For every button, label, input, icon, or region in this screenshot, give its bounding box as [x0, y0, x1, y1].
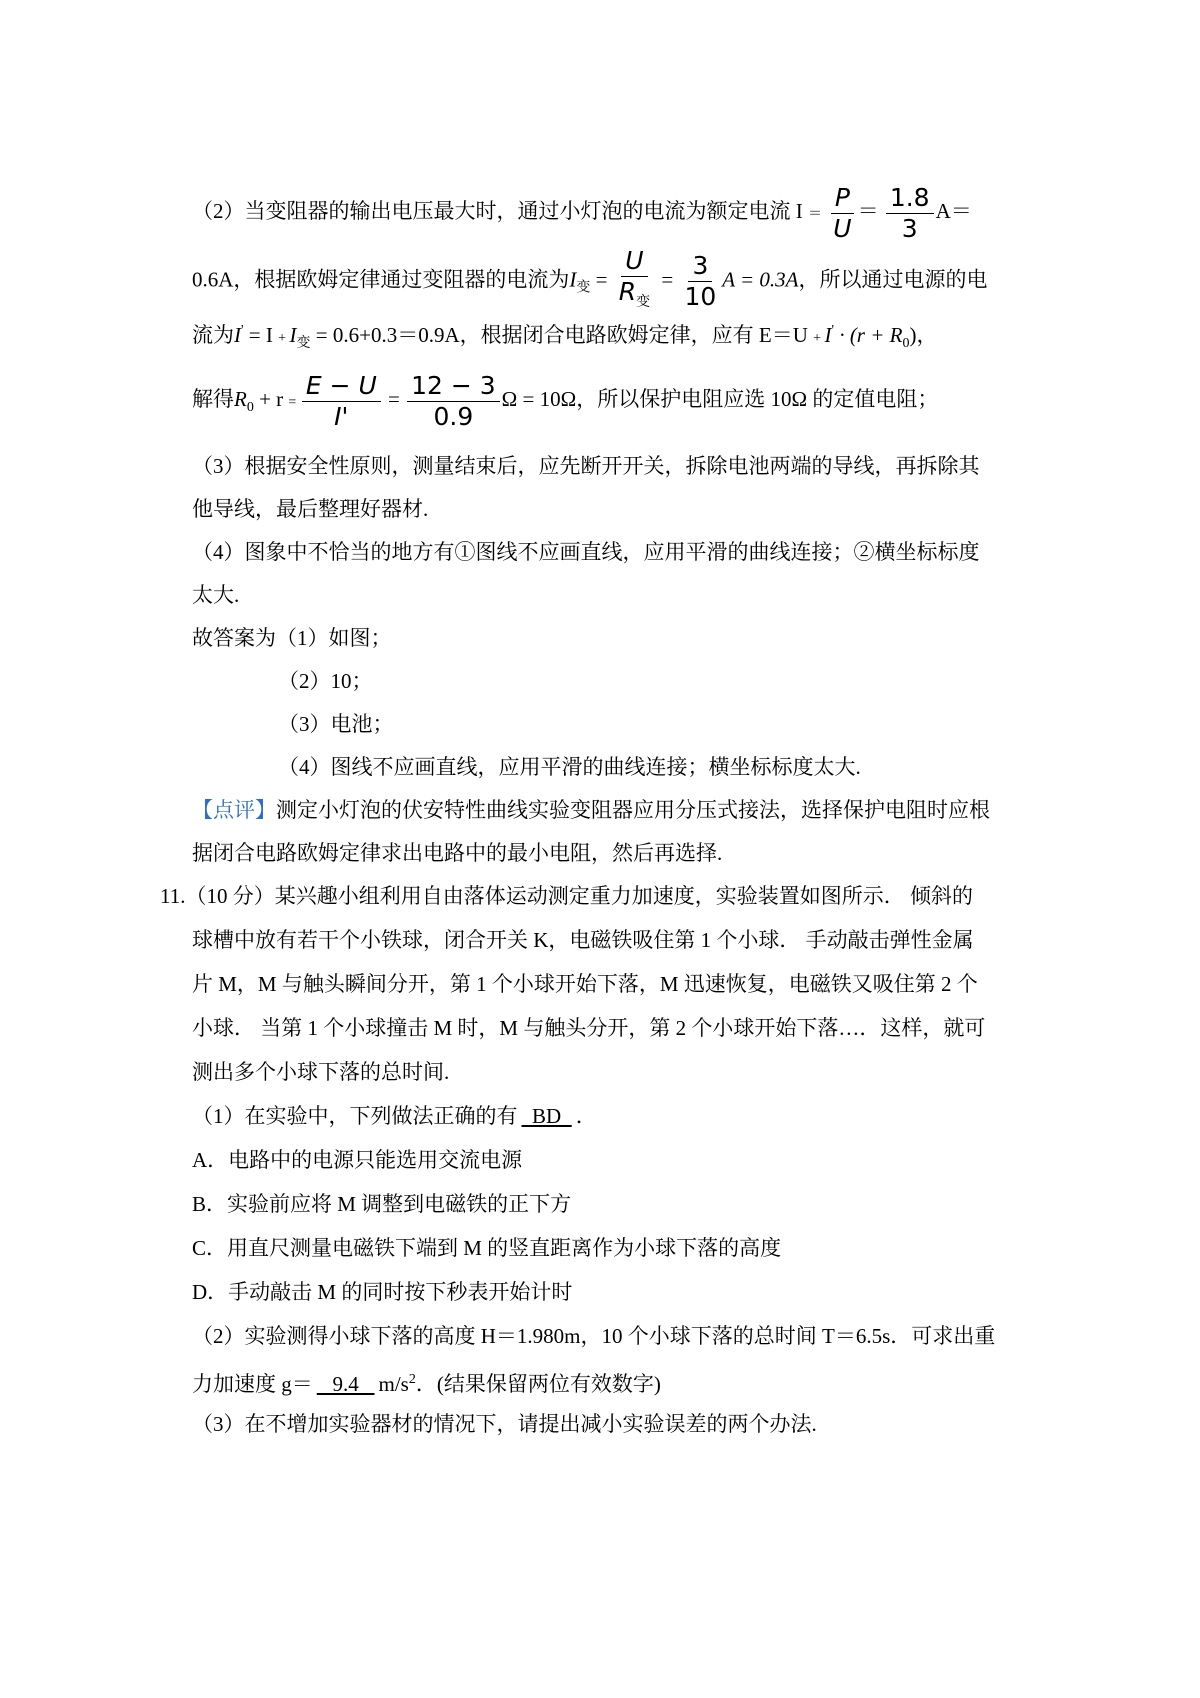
- fraction-3-over-10: $\frac{3}{10}$: [684, 251, 717, 311]
- q11-line2: 球槽中放有若干个小铁球，闭合开关 K，电磁铁吸住第 1 个小球． 手动敲击弹性金属: [192, 928, 974, 952]
- p2-line3: 流为$I' = I + I_变 = 0.6+0.3=0.9A$，根据闭合电路欧姆定律，应有 $E=U + I' \cdot (r + R_0)$，: [192, 323, 938, 352]
- q11-line4: 小球． 当第 1 个小球撞击 M 时，M 与触头分开，第 2 个小球开始下落…．这样，就可: [192, 1016, 986, 1040]
- q11-line5: 测出多个小球下落的总时间.: [192, 1060, 450, 1084]
- answer-3: （3）电池；: [278, 712, 394, 736]
- option-a: A．电路中的电源只能选用交流电源: [192, 1148, 523, 1172]
- fraction-p-over-u: $\frac{P}{U}$: [829, 183, 855, 244]
- p2-text-a: （2）当变阻器的输出电压最大时，通过小灯泡的电流为额定电流 I: [192, 199, 808, 223]
- q11-line3: 片 M，M 与触头瞬间分开，第 1 个小球开始下落，M 迅速恢复，电磁铁又吸住第 2 个: [192, 972, 978, 996]
- q11-sub3: （3）在不增加实验器材的情况下，请提出减小实验误差的两个办法.: [192, 1412, 817, 1436]
- q11-sub2-line1: （2）实验测得小球下落的高度 H＝1.980m，10 个小球下落的总时间 T＝6.5s．可求出重: [192, 1324, 996, 1348]
- answers-intro: 故答案为（1）如图；: [192, 626, 392, 650]
- comment-line2: 据闭合电路欧姆定律求出电路中的最小电阻，然后再选择.: [192, 841, 723, 865]
- fraction-u-over-r: $\frac{U}{R_变}$: [618, 246, 651, 310]
- p4-line2: 太大.: [192, 583, 240, 607]
- option-b: B．实验前应将 M 调整到电磁铁的正下方: [192, 1192, 572, 1216]
- p2-line2: 0.6A，根据欧姆定律通过变阻器的电流为$I_变$ = $\frac{U}{R_变}$ = $\frac{3}{10}$ A = 0.3A，所以通过电源的电: [192, 246, 988, 320]
- p2-line4: 解得$R_0 + r$ = $\frac{E - U}{I'}$ = $\frac{12 - 3}{0.9}$ Ω = 10Ω，所以保护电阻应选 10Ω 的定值电阻；: [192, 370, 939, 431]
- p4-line1: （4）图象中不恰当的地方有①图线不应画直线，应用平滑的曲线连接；②横坐标标度: [192, 540, 980, 564]
- answer-blank-1: BD: [521, 1104, 572, 1128]
- p2-line1: （2）当变阻器的输出电压最大时，通过小灯泡的电流为额定电流 I ＝ $\frac{P}{U}$ ＝ $\frac{1.8}{3}$ A＝: [192, 182, 972, 243]
- q11-line1: 11.（10 分）某兴趣小组利用自由落体运动测定重力加速度，实验装置如图所示． 倾斜的: [160, 884, 973, 908]
- answer-4: （4）图线不应画直线，应用平滑的曲线连接；横坐标标度太大.: [278, 755, 861, 779]
- answer-2: （2）10；: [278, 669, 373, 693]
- option-c: C．用直尺测量电磁铁下端到 M 的竖直距离作为小球下落的高度: [192, 1236, 782, 1260]
- q11-sub1: （1）在实验中，下列做法正确的有 BD ．: [192, 1104, 597, 1128]
- fraction-12-minus-3: $\frac{12 - 3}{0.9}$: [407, 371, 500, 432]
- fraction-e-minus-u: $\frac{E - U}{I'}$: [302, 371, 381, 432]
- fraction-1-8-over-3: $\frac{1.8}{3}$: [886, 183, 934, 244]
- comment-tag: 【点评】: [192, 798, 276, 822]
- comment-line1: 【点评】测定小灯泡的伏安特性曲线实验变阻器应用分压式接法，选择保护电阻时应根: [192, 798, 990, 822]
- q11-sub2-line2: 力加速度 g＝ 9.4 $m/s^2$．(结果保留两位有效数字): [192, 1372, 661, 1396]
- p3-line2: 他导线，最后整理好器材.: [192, 497, 429, 521]
- p3-line1: （3）根据安全性原则，测量结束后，应先断开开关，拆除电池两端的导线，再拆除其: [192, 454, 980, 478]
- option-d: D．手动敲击 M 的同时按下秒表开始计时: [192, 1280, 573, 1304]
- answer-blank-2: 9.4: [316, 1372, 375, 1396]
